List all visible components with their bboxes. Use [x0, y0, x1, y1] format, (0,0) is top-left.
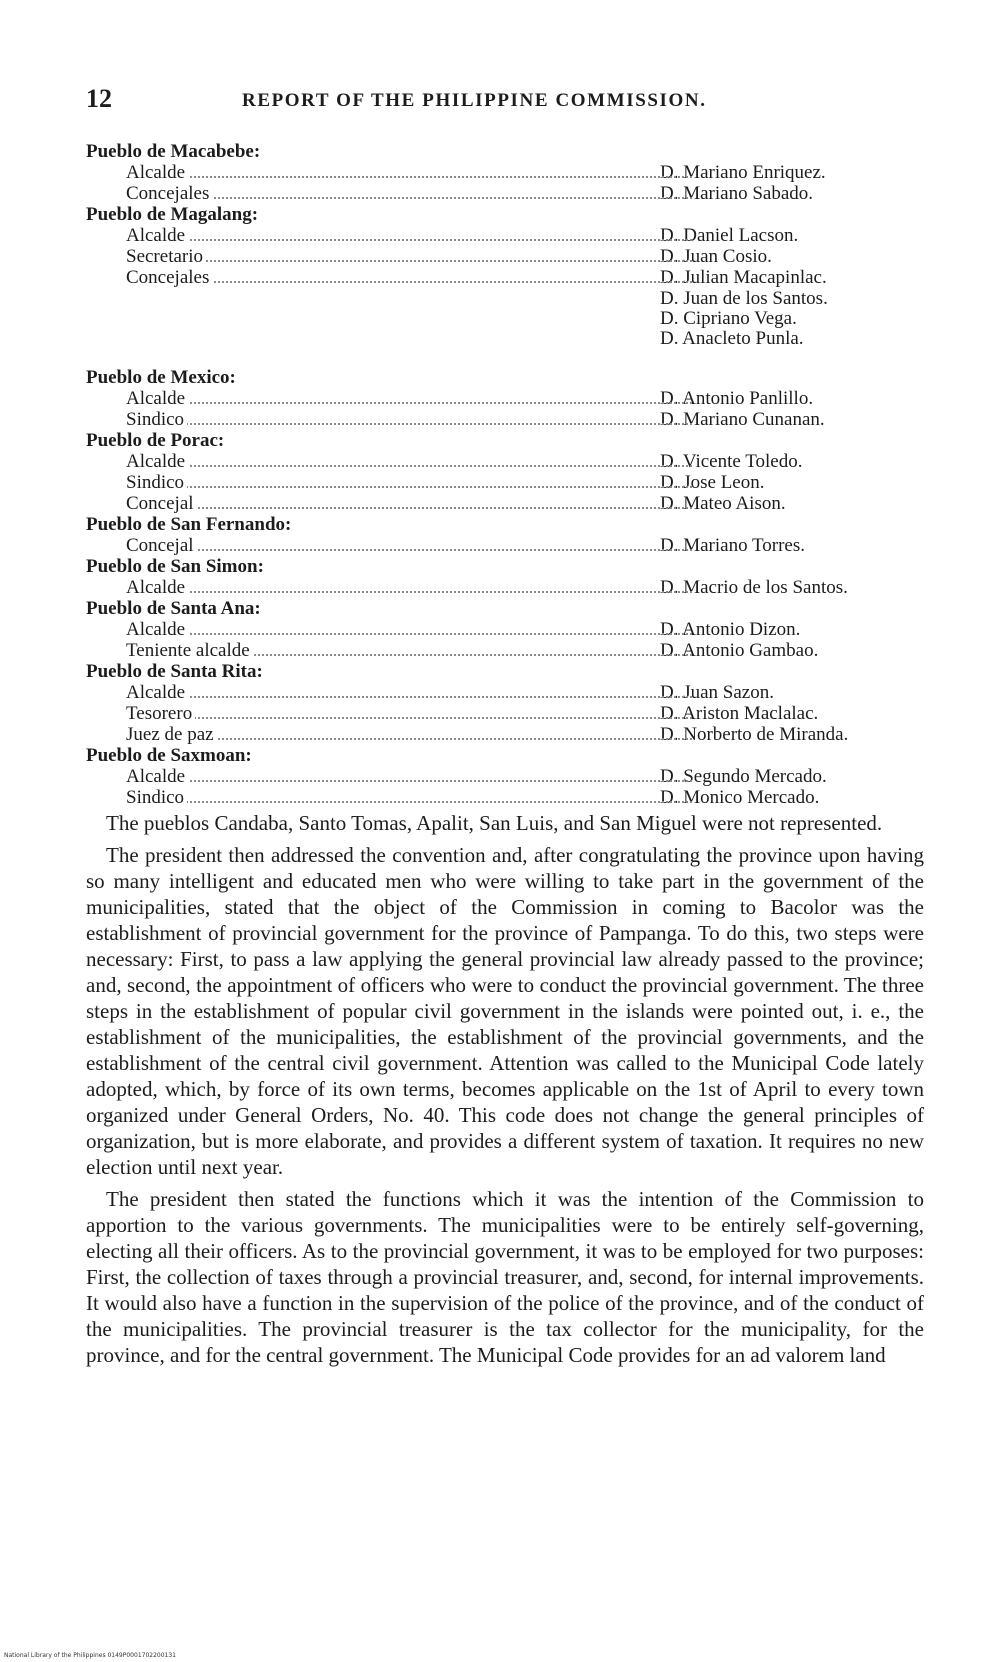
office-cell	[126, 619, 696, 640]
pueblo-name: Pueblo de San Fernando:	[86, 514, 292, 535]
office-title: Alcalde	[126, 162, 188, 183]
body-text	[86, 810, 924, 1374]
official-row	[86, 703, 926, 724]
office-title: Alcalde	[126, 225, 188, 246]
scan-credit: National Library of the Philippines 0149P0001702200131	[4, 1652, 176, 1659]
office-title: Teniente alcalde	[126, 640, 253, 661]
official-row	[86, 308, 926, 328]
office-title: Alcalde	[126, 451, 188, 472]
official-name: D. Julian Macapinlac.	[660, 267, 827, 288]
body-paragraph: The president then stated the functions which it was the intention of the Commission to apportion to the various governments. The municipalities were to be entirely self-governing, electing all their officers. As to the provincial government, it was to be employed for two purposes: First, the collection of taxes through a provincial treasurer, and, second, for internal improvements. It would also have a function in the supervision of the police of the province, and of the conduct of the municipalities. The provincial treasurer is the tax collector for the municipality, for the province, and for the central government. The Municipal Code provides for an ad valorem land	[86, 1187, 924, 1367]
official-row	[86, 162, 926, 183]
official-row	[86, 493, 926, 514]
body-paragraph: The pueblos Candaba, Santo Tomas, Apalit, San Luis, and San Miguel were not represented.	[106, 811, 883, 835]
official-name: D. Daniel Lacson.	[660, 225, 799, 246]
office-cell	[126, 183, 696, 204]
official-row	[86, 183, 926, 204]
official-row	[86, 388, 926, 409]
official-row	[86, 577, 926, 598]
official-row	[86, 619, 926, 640]
official-name: D. Juan de los Santos.	[660, 288, 828, 309]
pueblo-name: Pueblo de Magalang:	[86, 204, 259, 225]
official-name: D. Mariano Sabado.	[660, 183, 814, 204]
official-name: D. Antonio Panlillo.	[660, 388, 814, 409]
official-row	[86, 409, 926, 430]
official-row	[86, 451, 926, 472]
office-title: Alcalde	[126, 577, 188, 598]
official-name: D. Juan Cosio.	[660, 246, 772, 267]
office-cell	[126, 388, 696, 409]
official-name: D. Mateo Aison.	[660, 493, 786, 514]
office-title: Alcalde	[126, 682, 188, 703]
office-cell	[126, 577, 696, 598]
dot-leader	[126, 549, 692, 551]
official-row	[86, 724, 926, 745]
dot-leader	[126, 780, 692, 782]
dot-leader	[126, 402, 692, 404]
dot-leader	[126, 239, 692, 241]
official-name: D. Juan Sazon.	[660, 682, 774, 703]
pueblo-name: Pueblo de Macabebe:	[86, 141, 261, 162]
dot-leader	[126, 801, 692, 803]
office-cell	[126, 451, 696, 472]
pueblo-name: Pueblo de Mexico:	[86, 367, 236, 388]
page-number: 12	[86, 84, 112, 113]
official-name: D. Vicente Toledo.	[660, 451, 803, 472]
office-cell	[126, 724, 696, 745]
office-title: Alcalde	[126, 388, 188, 409]
official-row	[86, 682, 926, 703]
official-row	[86, 535, 926, 556]
official-name: D. Cipriano Vega.	[660, 308, 797, 329]
dot-leader	[126, 633, 692, 635]
office-title: Concejal	[126, 535, 197, 556]
body-paragraph: The president then addressed the convention and, after congratulating the province upon having so many intelligent and educated men who were willing to take part in the government of the municipalities, stated that the object of the Commission in coming to Bacolor was the establishment of provincial government for the province of Pampanga. To do this, two steps were necessary: First, to pass a law applying the general provincial law already passed to the province; and, second, the appointment of officers who were to conduct the provincial government. The three steps in the establishment of popular civil government in the islands were pointed out, i. e., the establishment of the municipalities, the establishment of the provincial governments, and the establishment of the central civil government. Attention was called to the Municipal Code lately adopted, which, by force of its own terms, becomes applicable on the 1st of April to every town organized under General Orders, No. 40. This code does not change the general principles of organization, but is more elaborate, and provides a different system of taxation. It requires no new election until next year.	[86, 843, 924, 1179]
official-name: D. Antonio Gambao.	[660, 640, 819, 661]
office-cell	[126, 162, 696, 183]
office-cell	[126, 703, 696, 724]
pueblo-name: Pueblo de Porac:	[86, 430, 225, 451]
office-cell	[126, 493, 696, 514]
dot-leader	[126, 465, 692, 467]
pueblo-name: Pueblo de Santa Rita:	[86, 661, 263, 682]
pueblo-name: Pueblo de San Simon:	[86, 556, 264, 577]
dot-leader	[126, 423, 692, 425]
office-title: Sindico	[126, 472, 187, 493]
office-title: Juez de paz	[126, 724, 217, 745]
officials-directory	[86, 141, 926, 808]
official-name: D. Anacleto Punla.	[660, 328, 804, 349]
official-name: D. Macrio de los Santos.	[660, 577, 848, 598]
office-title: Concejal	[126, 493, 197, 514]
official-name: D. Monico Mercado.	[660, 787, 820, 808]
official-name: D. Ariston Maclalac.	[660, 703, 819, 724]
dot-leader	[126, 486, 692, 488]
dot-leader	[126, 507, 692, 509]
office-cell	[126, 766, 696, 787]
office-title: Alcalde	[126, 619, 188, 640]
office-cell	[126, 267, 696, 288]
office-title: Alcalde	[126, 766, 188, 787]
official-name: D. Mariano Cunanan.	[660, 409, 825, 430]
office-title: Secretario	[126, 246, 206, 267]
office-title: Concejales	[126, 267, 212, 288]
official-name: D. Norberto de Miranda.	[660, 724, 849, 745]
office-cell	[126, 246, 696, 267]
official-name: D. Mariano Torres.	[660, 535, 806, 556]
dot-leader	[126, 591, 692, 593]
office-cell	[126, 682, 696, 703]
office-title: Concejales	[126, 183, 212, 204]
dot-leader	[126, 176, 692, 178]
official-name: D. Segundo Mercado.	[660, 766, 827, 787]
official-name: D. Jose Leon.	[660, 472, 765, 493]
official-row	[86, 766, 926, 787]
official-row	[86, 787, 926, 808]
official-name: D. Antonio Dizon.	[660, 619, 801, 640]
dot-leader	[126, 717, 692, 719]
office-cell	[126, 640, 696, 661]
office-title: Sindico	[126, 409, 187, 430]
dot-leader	[126, 260, 692, 262]
official-row	[86, 225, 926, 246]
dot-leader	[126, 696, 692, 698]
office-cell	[126, 409, 696, 430]
office-cell	[126, 225, 696, 246]
running-title: REPORT OF THE PHILIPPINE COMMISSION.	[242, 90, 707, 111]
office-cell	[126, 535, 696, 556]
office-cell	[126, 787, 696, 808]
office-cell	[126, 472, 696, 493]
pueblo-name: Pueblo de Saxmoan:	[86, 745, 252, 766]
official-row	[86, 246, 926, 267]
official-row	[86, 288, 926, 308]
official-row	[86, 472, 926, 493]
official-row	[86, 328, 926, 348]
office-title: Tesorero	[126, 703, 195, 724]
official-name: D. Mariano Enriquez.	[660, 162, 826, 183]
official-row	[86, 640, 926, 661]
pueblo-name: Pueblo de Santa Ana:	[86, 598, 261, 619]
spacer	[86, 348, 926, 367]
official-row	[86, 267, 926, 288]
office-title: Sindico	[126, 787, 187, 808]
